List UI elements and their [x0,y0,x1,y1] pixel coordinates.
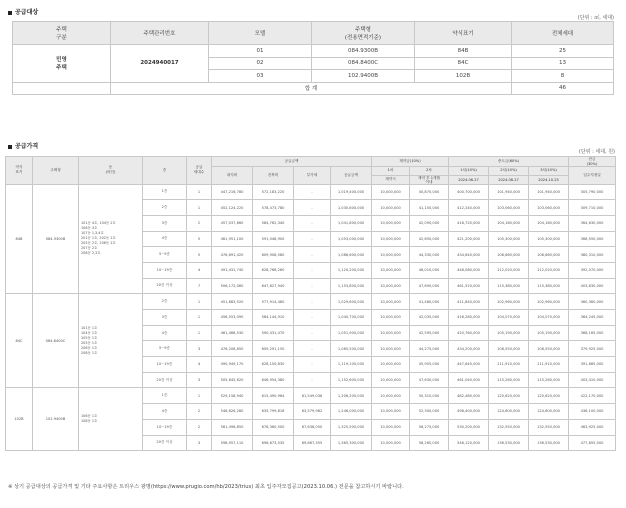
total-cell: 1,041,800,000 [331,215,372,231]
section-title-supply-target: 공급대상 [8,7,38,16]
land-cell: 506,172,060 [212,278,253,294]
supply-units-cell: 3 [187,435,212,451]
floor-cell: 10~19층 [143,419,187,435]
header-short: 약식 표기 [6,157,33,185]
mid-2-cell: 101,940,000 [489,184,529,200]
land-cell: 457,037,660 [212,215,253,231]
house-type-cell: 084.9300B [312,45,415,58]
supply-units-cell: 1 [187,310,212,326]
header-house-type: 주택형 [33,157,79,185]
total-row [13,82,614,95]
total-cell: 1,019,400,000 [331,184,372,200]
balance-cell: 380,310,000 [569,247,616,263]
mid-3-cell: 108,550,000 [529,341,569,357]
mgmt-no-cell: 2024940017 [111,45,209,83]
total-cell: 1,051,900,000 [331,325,372,341]
mid-3-cell: 124,600,000 [529,404,569,420]
mid-2-cell: 105,190,000 [489,325,529,341]
header-deposit: 계약금(10%) [372,157,449,167]
vat-cell: - [294,247,331,263]
table-header-row [13,22,614,45]
deposit-2-cell: 52,300,000 [410,404,449,420]
header-mid-1-date: 2024.06.27 [449,175,489,184]
mid-3-cell: 115,260,000 [529,372,569,388]
mid-2-cell: 115,260,000 [489,372,529,388]
header-floor: 층 [143,157,187,185]
floor-cell: 2층 [143,200,187,216]
land-cell: 491,431,740 [212,262,253,278]
building-cell: 635,799,818 [253,404,294,420]
land-cell: 476,691,420 [212,247,253,263]
floor-cell: 20층 이상 [143,435,187,451]
building-cell: 696,673,535 [253,435,294,451]
vat-cell: 63,579,982 [294,404,331,420]
short-cell: 84C [415,57,512,70]
mid-3-cell: 115,380,000 [529,278,569,294]
building-cell: 615,490,964 [253,388,294,404]
building-cell: 676,360,500 [253,419,294,435]
building-cell: 609,291,150 [253,341,294,357]
mid-1-cell: 420,760,000 [449,325,489,341]
floor-cell: 4층 [143,404,187,420]
vat-cell: 67,636,050 [294,419,331,435]
deposit-1-cell: 10,000,000 [372,325,410,341]
mid-3-cell: 132,550,000 [529,419,569,435]
supply-units-cell: 2 [187,215,212,231]
mid-1-cell: 412,240,000 [449,200,489,216]
balance-cell: 436,100,000 [569,404,616,420]
header-land: 대지비 [212,167,253,185]
deposit-2-cell: 56,275,000 [410,419,449,435]
mid-1-cell: 416,720,000 [449,215,489,231]
mid-3-cell: 105,190,000 [529,325,569,341]
mid-2-cell: 124,600,000 [489,404,529,420]
short-cell: 84B [415,45,512,58]
building-cell: 646,954,380 [253,372,294,388]
supply-units-cell: 2 [187,419,212,435]
balance-cell: 364,245,000 [569,310,616,326]
deposit-1-cell: 10,000,000 [372,231,410,247]
header-model: 모델 [209,22,312,45]
total-cell: 1,119,100,000 [331,357,372,373]
header-mid-3-date: 2024.10.25 [529,175,569,184]
floor-cell: 20층 이상 [143,372,187,388]
header-deposit-1: 1차 [372,167,410,176]
header-mid-2: 2차(10%) [489,167,529,176]
unit-label: (단위 : ㎡, 세대) [577,15,614,21]
total-label: 합 계 [111,82,512,95]
supply-units-cell: 1 [187,184,212,200]
blank-cell [13,82,111,95]
land-cell: 452,124,220 [212,200,253,216]
header-mid-3: 3차(10%) [529,167,569,176]
deposit-1-cell: 10,000,000 [372,310,410,326]
mid-1-cell: 546,120,000 [449,435,489,451]
land-cell: 505,645,620 [212,372,253,388]
supply-price-table [5,156,616,451]
vat-cell: - [294,278,331,294]
balance-cell: 477,855,000 [569,435,616,451]
deposit-1-cell: 10,000,000 [372,357,410,373]
table-row [6,388,616,404]
total-cell: 1,325,500,000 [331,419,372,435]
deposit-2-cell: 46,010,000 [410,262,449,278]
balance-cell: 368,165,000 [569,325,616,341]
header-supply-units: 공급 세대수 [187,157,212,185]
mid-2-cell: 102,960,000 [489,294,529,310]
floor-cell: 20층 이상 [143,278,187,294]
floor-cell: 4층 [143,231,187,247]
total-cell: 1,053,000,000 [331,231,372,247]
deposit-1-cell: 10,000,000 [372,184,410,200]
mid-1-cell: 448,080,000 [449,262,489,278]
deposit-2-cell: 41,150,000 [410,200,449,216]
house-type-cell: 084.9300B [33,184,79,294]
vat-cell: - [294,357,331,373]
building-cell: 628,768,260 [253,262,294,278]
mid-1-cell: 447,640,000 [449,357,489,373]
short-cell: 84C [6,294,33,388]
header-balance-when: 입주지정일 [569,167,616,185]
vat-cell: 61,549,036 [294,388,331,404]
supply-units-cell: 2 [187,404,212,420]
deposit-2-cell: 47,630,000 [410,372,449,388]
mid-1-cell: 482,480,000 [449,388,489,404]
floor-cell: 5~9층 [143,247,187,263]
deposit-1-cell: 10,000,000 [372,247,410,263]
deposit-2-cell: 40,870,000 [410,184,449,200]
total-cell: 1,246,000,000 [331,404,372,420]
vat-cell: - [294,372,331,388]
mid-3-cell: 103,060,000 [529,200,569,216]
building-cell: 628,150,830 [253,357,294,373]
mid-3-cell: 136,530,000 [529,435,569,451]
section-title-supply-price: 공급가격 [8,141,38,150]
balance-cell: 463,925,000 [569,419,616,435]
building-cell: 577,914,480 [253,294,294,310]
supply-units-cell: 7 [187,278,212,294]
mid-2-cell: 112,020,000 [489,262,529,278]
mid-3-cell: 108,660,000 [529,247,569,263]
mid-2-cell: 136,530,000 [489,435,529,451]
mid-2-cell: 108,660,000 [489,247,529,263]
units-cell: 25 [512,45,614,58]
short-cell: 84B [6,184,33,294]
mid-3-cell: 102,960,000 [529,294,569,310]
land-cell: 476,208,850 [212,341,253,357]
footnote: ※ 상기 공급대상의 공급가격 및 기타 주요사항은 트리우스 광명(https://www.prugio.com/hb/2023/trius) 최초 입주자모집공고(2023.10.06.) 전문을 참고하시기 바랍니다. [8,484,404,490]
supply-units-cell: 3 [187,341,212,357]
total-cell: 1,085,500,000 [331,341,372,357]
land-cell: 490,949,170 [212,357,253,373]
mid-1-cell: 411,840,000 [449,294,489,310]
total-units: 46 [512,82,614,95]
mid-3-cell: 112,020,000 [529,262,569,278]
mid-1-cell: 434,200,000 [449,341,489,357]
deposit-2-cell: 47,690,000 [410,278,449,294]
header-building: 건축비 [253,167,294,185]
units-cell: 8 [512,70,614,83]
floor-cell: 3층 [143,215,187,231]
deposit-1-cell: 10,000,000 [372,215,410,231]
building-cell: 609,908,580 [253,247,294,263]
short-cell: 102B [6,388,33,451]
supply-target-table [12,21,614,95]
deposit-1-cell: 10,000,000 [372,294,410,310]
building-cell: 584,144,910 [253,310,294,326]
floor-cell: 4층 [143,325,187,341]
land-cell: 461,951,100 [212,231,253,247]
total-cell: 1,120,200,000 [331,262,372,278]
vat-cell: - [294,231,331,247]
mid-1-cell: 530,200,000 [449,419,489,435]
model-cell: 03 [209,70,312,83]
header-mid-payment: 중도금(60%) [449,157,569,167]
building-cell: 572,183,220 [253,184,294,200]
table-row [6,184,616,200]
house-type-cell: 084.8400C [33,294,79,388]
mid-1-cell: 421,200,000 [449,231,489,247]
floor-cell: 5~9층 [143,341,187,357]
floor-cell: 10~19층 [143,357,187,373]
mid-3-cell: 120,620,000 [529,388,569,404]
floor-cell: 3층 [143,310,187,326]
header-total: 공급금액 [331,167,372,185]
building-cell: 590,431,470 [253,325,294,341]
house-type-cell: 102.9400B [33,388,79,451]
building-cell: 578,473,780 [253,200,294,216]
house-kind-cell: 민영 주택 [13,45,111,83]
supply-units-cell: 1 [187,325,212,341]
total-cell: 1,206,200,000 [331,388,372,404]
dong-cell: 101동 4호, 104동 2호 106동 3호 107동 1,3,4호 201동 1호, 202동 1호 205동 2호, 206동 2호 207동 2호 208동 2,3호 [79,184,143,294]
building-cell: 584,762,340 [253,215,294,231]
total-cell: 1,040,700,000 [331,310,372,326]
land-cell: 546,626,280 [212,404,253,420]
deposit-2-cell: 42,650,000 [410,231,449,247]
mid-2-cell: 105,300,000 [489,231,529,247]
model-cell: 02 [209,57,312,70]
short-cell: 102B [415,70,512,83]
vat-cell: - [294,310,331,326]
header-house-type: 주택형 (전용면적기준) [312,22,415,45]
floor-cell: 1층 [143,388,187,404]
vat-cell: - [294,294,331,310]
land-cell: 529,158,940 [212,388,253,404]
table-row [13,45,614,58]
mid-3-cell: 101,940,000 [529,184,569,200]
vat-cell: - [294,215,331,231]
header-supply-price: 공급금액 [212,157,372,167]
house-type-cell: 102.9400B [312,70,415,83]
deposit-1-cell: 10,000,000 [372,435,410,451]
mid-1-cell: 461,520,000 [449,278,489,294]
balance-cell: 403,410,000 [569,372,616,388]
land-cell: 461,468,530 [212,325,253,341]
deposit-2-cell: 41,480,000 [410,294,449,310]
unit-label-price: (단위 : 세대, 원) [578,149,615,155]
deposit-1-cell: 10,000,000 [372,278,410,294]
floor-cell: 2층 [143,294,187,310]
total-cell: 1,086,600,000 [331,247,372,263]
vat-cell: - [294,341,331,357]
floor-cell: 1층 [143,184,187,200]
deposit-2-cell: 42,035,000 [410,310,449,326]
header-dong: 동 (라인) [79,157,143,185]
mid-2-cell: 103,060,000 [489,200,529,216]
vat-cell: 69,667,355 [294,435,331,451]
bullet-square-icon [8,145,12,149]
total-cell: 1,152,600,000 [331,372,372,388]
vat-cell: - [294,184,331,200]
mid-3-cell: 104,070,000 [529,310,569,326]
total-cell: 1,365,300,000 [331,435,372,451]
mid-2-cell: 104,180,000 [489,215,529,231]
header-short: 약식표기 [415,22,512,45]
supply-units-cell: 4 [187,357,212,373]
land-cell: 451,683,520 [212,294,253,310]
mid-1-cell: 416,280,000 [449,310,489,326]
house-type-cell: 084.8400C [312,57,415,70]
vat-cell: - [294,325,331,341]
header-total-units: 전체세대 [512,22,614,45]
deposit-2-cell: 44,330,000 [410,247,449,263]
deposit-2-cell: 42,595,000 [410,325,449,341]
deposit-1-cell: 10,000,000 [372,372,410,388]
deposit-1-cell: 10,000,000 [372,388,410,404]
balance-cell: 360,360,000 [569,294,616,310]
total-cell: 1,029,600,000 [331,294,372,310]
table-header-row [6,157,616,167]
balance-cell: 422,170,000 [569,388,616,404]
deposit-1-cell: 10,000,000 [372,200,410,216]
mid-3-cell: 111,910,000 [529,357,569,373]
mid-2-cell: 132,550,000 [489,419,529,435]
building-cell: 647,627,940 [253,278,294,294]
mid-1-cell: 461,040,000 [449,372,489,388]
supply-units-cell: 1 [187,294,212,310]
land-cell: 456,553,090 [212,310,253,326]
deposit-1-cell: 10,000,000 [372,419,410,435]
model-cell: 01 [209,45,312,58]
deposit-2-cell: 50,310,000 [410,388,449,404]
table-row [6,294,616,310]
header-house-kind: 주택 구분 [13,22,111,45]
header-mid-2-date: 2024.08.27 [489,175,529,184]
header-vat: 부가세 [294,167,331,185]
balance-cell: 364,630,000 [569,215,616,231]
deposit-2-cell: 42,090,000 [410,215,449,231]
mid-3-cell: 104,180,000 [529,215,569,231]
floor-cell: 10~19층 [143,262,187,278]
vat-cell: - [294,262,331,278]
dong-cell: 106동 1호 108동 1호 [79,388,143,451]
supply-units-cell: 5 [187,231,212,247]
header-mid-1: 1차(10%) [449,167,489,176]
deposit-1-cell: 10,000,000 [372,341,410,357]
mid-2-cell: 111,910,000 [489,357,529,373]
balance-cell: 391,685,000 [569,357,616,373]
balance-cell: 368,550,000 [569,231,616,247]
deposit-2-cell: 44,275,000 [410,341,449,357]
mid-1-cell: 400,700,000 [449,184,489,200]
units-cell: 13 [512,57,614,70]
supply-units-cell: 1 [187,388,212,404]
dong-cell: 101동 1호 104동 1호 105동 1호 205동 1호 206동 1호 208동 1호 [79,294,143,388]
supply-units-cell: 1 [187,200,212,216]
supply-units-cell: 4 [187,262,212,278]
header-deposit-1-when: 계약시 [372,175,410,184]
mid-2-cell: 120,620,000 [489,388,529,404]
balance-cell: 379,925,000 [569,341,616,357]
deposit-2-cell: 45,955,000 [410,357,449,373]
header-deposit-2-when: 계약 후 1개월 이내 [410,175,449,184]
deposit-2-cell: 58,265,000 [410,435,449,451]
land-cell: 447,216,780 [212,184,253,200]
mid-1-cell: 498,400,000 [449,404,489,420]
supply-units-cell: 5 [187,247,212,263]
mid-2-cell: 104,070,000 [489,310,529,326]
land-cell: 598,957,110 [212,435,253,451]
header-deposit-2: 2차 [410,167,449,176]
balance-cell: 309,710,000 [569,200,616,216]
total-cell: 1,153,800,000 [331,278,372,294]
vat-cell: - [294,200,331,216]
balance-cell: 392,070,000 [569,262,616,278]
total-cell: 1,030,600,000 [331,200,372,216]
mid-1-cell: 434,640,000 [449,247,489,263]
balance-cell: 305,790,000 [569,184,616,200]
land-cell: 581,496,850 [212,419,253,435]
balance-cell: 403,830,000 [569,278,616,294]
header-mgmt-no: 주택관리번호 [111,22,209,45]
mid-2-cell: 108,550,000 [489,341,529,357]
bullet-square-icon [8,11,12,15]
deposit-1-cell: 10,000,000 [372,262,410,278]
header-balance: 잔금 (30%) [569,157,616,167]
building-cell: 591,048,900 [253,231,294,247]
mid-3-cell: 105,300,000 [529,231,569,247]
mid-2-cell: 115,380,000 [489,278,529,294]
supply-units-cell: 3 [187,372,212,388]
deposit-1-cell: 10,000,000 [372,404,410,420]
